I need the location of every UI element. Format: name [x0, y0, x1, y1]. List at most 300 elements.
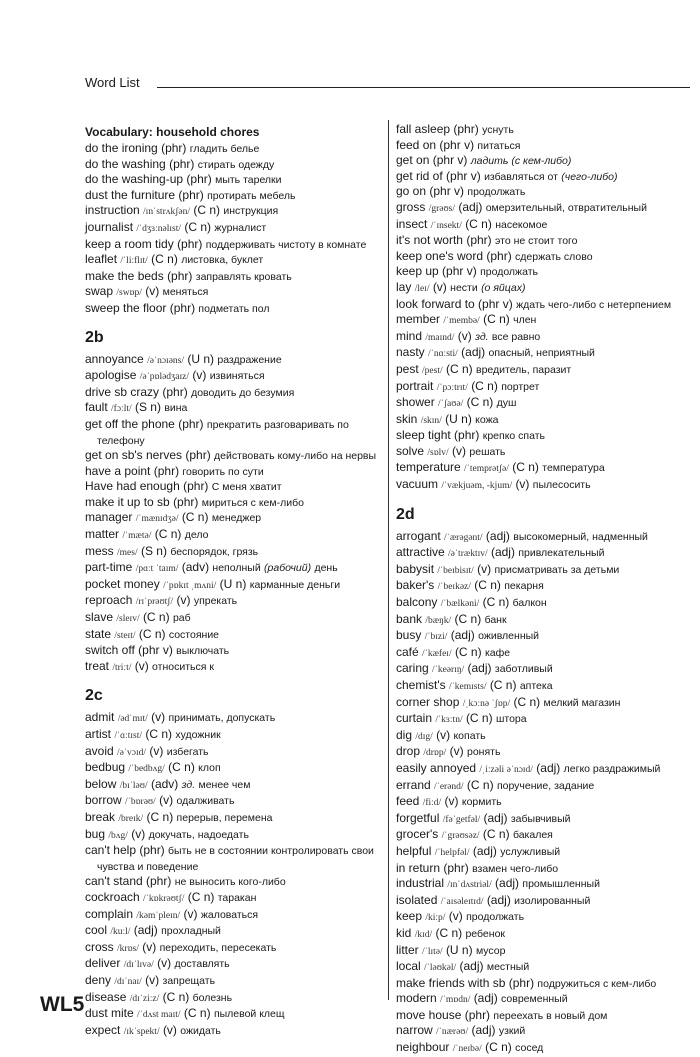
translation: кафе: [484, 646, 511, 659]
headword: dust the furniture: [85, 187, 176, 202]
transcription: /ˈmɒdn/: [440, 995, 471, 1006]
transcription: /ˈbælkəni/: [440, 599, 480, 610]
word-entry: [85, 973, 385, 990]
translation: менее чем: [198, 778, 251, 791]
word-entry: [85, 400, 385, 417]
word-entry: [85, 220, 385, 237]
word-entry: [85, 141, 385, 157]
word-entry: [85, 907, 385, 924]
part-of-speech: (phr): [508, 975, 535, 990]
transcription: /ˈpɒkɪt ˌmʌni/: [163, 580, 217, 591]
headword: slave: [85, 610, 114, 625]
word-entry: [85, 577, 385, 594]
translation: действовать кому-либо на нервы: [214, 450, 377, 463]
left-column: [85, 124, 385, 1039]
word-entry: [85, 990, 385, 1007]
transcription: /ˈləʊkəl/: [424, 963, 457, 974]
headword: state: [85, 626, 112, 641]
headword: pocket money: [85, 576, 160, 591]
transcription: /dɪg/: [415, 731, 433, 742]
translation: бакалея: [512, 829, 553, 842]
headword: artist: [85, 727, 112, 741]
part-of-speech: (adj): [458, 199, 483, 214]
translation: протирать мебель: [207, 189, 296, 202]
translation: вина: [164, 402, 188, 415]
word-entry: [85, 237, 385, 253]
word-entry: [396, 395, 691, 412]
transcription: /triːt/: [112, 662, 132, 673]
transcription: /ˈkæfeɪ/: [422, 648, 452, 659]
headword: local: [396, 959, 421, 974]
part-of-speech: (C n): [466, 777, 494, 792]
transcription: /ˈliːflɪt/: [120, 256, 148, 267]
word-entry: [396, 529, 691, 546]
headword: switch off: [85, 643, 135, 658]
part-of-speech: (C n): [465, 216, 492, 231]
part-of-speech: (v): [436, 727, 451, 742]
part-of-speech: (phr): [167, 268, 193, 283]
translation: таракан: [217, 891, 257, 904]
part-of-speech: (C n): [181, 510, 209, 525]
headword: curtain: [396, 711, 433, 726]
part-of-speech: (phr): [183, 479, 209, 494]
translation: говорить по сути: [182, 465, 264, 478]
translation: клоп: [198, 762, 221, 775]
translation: взамен чего-либо: [472, 862, 559, 875]
translation: ребенок: [465, 927, 505, 940]
translation: состояние: [168, 628, 220, 641]
headword: helpful: [396, 843, 432, 858]
word-entry: [85, 1023, 385, 1040]
translation: копать: [453, 729, 486, 742]
word-entry: [396, 545, 691, 562]
headword: keep up: [396, 264, 439, 279]
part-of-speech: (C n): [454, 611, 482, 626]
usage-label: зд.: [475, 330, 489, 343]
transcription: /ˈdʌst maɪt/: [137, 1010, 181, 1021]
transcription: /fiːd/: [422, 798, 442, 809]
transcription: /ɪkˈspekt/: [123, 1026, 160, 1037]
headword: get off the phone: [85, 416, 175, 431]
part-of-speech: (C n): [183, 1006, 211, 1021]
word-entry: [396, 200, 691, 217]
headword: litter: [396, 942, 419, 957]
headword: cool: [85, 923, 108, 938]
part-of-speech: (adv): [150, 776, 179, 791]
part-of-speech: (C n): [512, 460, 539, 475]
headword: make the beds: [85, 268, 164, 283]
headword: have a point: [85, 463, 151, 478]
word-entry: [396, 976, 691, 992]
transcription: /əˈvɔɪd/: [117, 747, 147, 758]
word-entry: [85, 157, 385, 173]
transcription: /steɪt/: [114, 630, 136, 641]
transcription: /ˈaɪsəleɪtɪd/: [440, 896, 484, 907]
part-of-speech: (phr v): [442, 264, 477, 279]
headword: solve: [396, 443, 425, 458]
transcription: /ˈnærəʊ/: [436, 1027, 469, 1038]
translation-note: ладить (с кем-либо): [470, 155, 572, 168]
headword: sweep the floor: [85, 300, 167, 315]
word-entry: [85, 777, 385, 794]
transcription: /maɪnd/: [425, 332, 455, 343]
part-of-speech: (phr): [486, 248, 512, 263]
headword: narrow: [396, 1023, 433, 1038]
part-of-speech: (U n): [187, 351, 215, 366]
translation: продолжать: [480, 266, 538, 279]
transcription: /dɪˈziːz/: [129, 993, 160, 1004]
part-of-speech: (adj): [450, 628, 475, 643]
headword: avoid: [85, 743, 114, 758]
translation: решать: [469, 445, 506, 458]
header-rule: [157, 87, 690, 88]
translation: перерыв, перемена: [176, 811, 273, 824]
headword: dig: [396, 727, 413, 742]
part-of-speech: (adj): [473, 991, 498, 1006]
part-of-speech: (v): [477, 561, 492, 576]
section-title: Vocabulary: household chores: [85, 125, 260, 139]
translation: беспорядок, грязь: [170, 545, 259, 558]
transcription: /ˈvækjuəm, -kjum/: [441, 481, 513, 492]
part-of-speech: (S n): [140, 543, 167, 558]
word-entry: [396, 138, 691, 154]
headword: insect: [396, 216, 428, 231]
part-of-speech: (C n): [142, 610, 170, 625]
headword: do the washing: [85, 156, 166, 171]
word-entry: [85, 527, 385, 544]
translation: уснуть: [482, 124, 514, 136]
translation: одалживать: [176, 795, 235, 808]
translation: ожидать: [180, 1024, 221, 1037]
part-of-speech: (phr): [153, 463, 180, 478]
transcription: /pest/: [422, 365, 443, 376]
transcription: /leɪ/: [414, 283, 430, 294]
translation: узкий: [498, 1025, 526, 1038]
word-entry: [85, 940, 385, 957]
word-entry: [85, 448, 385, 464]
headword: feed: [396, 794, 420, 809]
part-of-speech: (C n): [482, 827, 510, 842]
part-of-speech: (C n): [151, 252, 178, 267]
part-of-speech: (v): [134, 658, 149, 673]
headword: move house: [396, 1007, 462, 1022]
transcription: /ˈkɒkrəʊtʃ/: [143, 893, 185, 904]
translation: штора: [495, 713, 527, 726]
headword: skin: [396, 411, 418, 426]
part-of-speech: (phr v): [439, 137, 475, 152]
part-of-speech: (v): [457, 328, 472, 343]
part-of-speech: (adj): [467, 661, 492, 676]
transcription: /pɑːt ˈtaɪm/: [135, 564, 179, 575]
part-of-speech: (v): [176, 593, 191, 608]
transcription: /ˈpɔːtrɪt/: [436, 382, 468, 393]
word-entry: [396, 297, 691, 313]
headword: keep a room tidy: [85, 236, 174, 251]
translation: вредитель, паразит: [475, 363, 572, 376]
translation: легко раздражимый: [563, 762, 661, 775]
headword: chemist's: [396, 678, 446, 692]
translation: выключать: [176, 645, 230, 658]
translation: подружиться с кем-либо: [537, 977, 657, 990]
translation: запрещать: [162, 974, 216, 987]
transcription: /ˈʃaʊə/: [438, 399, 464, 410]
transcription: /ˈɪnsekt/: [430, 220, 462, 231]
part-of-speech: (C n): [146, 809, 174, 824]
transcription: /ˈɑːtɪst/: [114, 731, 143, 741]
translation-note: (о яйцах): [481, 281, 526, 294]
word-entry: [396, 827, 691, 844]
headword: journalist: [85, 219, 134, 234]
word-entry: [396, 329, 691, 346]
section-heading: 2c: [85, 687, 103, 705]
headword: bug: [85, 826, 106, 841]
part-of-speech: (C n): [138, 626, 166, 641]
word-entry: [396, 1008, 691, 1024]
word-entry: [85, 710, 385, 727]
headword: vacuum: [396, 477, 439, 492]
translation: пылевой клещ: [213, 1008, 285, 1021]
part-of-speech: (phr): [464, 1007, 491, 1022]
part-of-speech: (phr): [177, 236, 203, 251]
headword: temperature: [396, 460, 461, 475]
word-entry: [85, 269, 385, 285]
transcription: /ˈtemprətʃə/: [464, 464, 509, 475]
translation: кормить: [461, 796, 502, 809]
headword: manager: [85, 510, 133, 525]
word-entry: [85, 495, 385, 511]
word-entry: [396, 876, 691, 893]
translation: извиняться: [209, 370, 265, 383]
transcription: /dɪˈlɪvə/: [123, 960, 154, 971]
translation: сдержать слово: [515, 250, 593, 263]
word-entry: [85, 890, 385, 907]
headword: go on: [396, 184, 427, 199]
translation: высокомерный, надменный: [513, 530, 648, 543]
translation: привлекательный: [518, 547, 605, 560]
part-of-speech: (C n): [483, 312, 510, 327]
word-entry: [396, 562, 691, 579]
transcription: /əˈpɒlədʒaɪz/: [139, 372, 189, 383]
part-of-speech: (phr v): [429, 184, 465, 199]
part-of-speech: (phr v): [478, 296, 513, 311]
part-of-speech: (phr): [161, 141, 187, 155]
headword: reproach: [85, 593, 133, 608]
word-entry: [396, 909, 691, 926]
part-of-speech: (phr): [169, 300, 196, 315]
word-entry: [85, 827, 385, 844]
translation: питаться: [477, 139, 521, 152]
headword: arrogant: [396, 528, 441, 543]
word-entry: [85, 188, 385, 204]
word-entry: [85, 479, 385, 495]
translation: крепко спать: [482, 430, 545, 443]
transcription: /ˈerənd/: [434, 781, 464, 792]
translation: раб: [172, 612, 191, 625]
headword: feed on: [396, 137, 437, 152]
translation: карманные деньги: [249, 578, 341, 591]
headword: member: [396, 312, 441, 327]
part-of-speech: (v): [449, 744, 464, 759]
part-of-speech: (U n): [219, 576, 247, 591]
part-of-speech: (C n): [435, 925, 463, 940]
word-entry: [396, 477, 691, 494]
transcription: /sleɪv/: [116, 614, 140, 625]
part-of-speech: (phr): [453, 122, 479, 136]
headword: make friends with sb: [396, 975, 506, 990]
transcription: /kiːp/: [425, 913, 446, 924]
word-entry: [396, 460, 691, 477]
part-of-speech: (C n): [482, 595, 510, 610]
transcription: /kəmˈpleɪn/: [136, 910, 181, 921]
transcription: /ˈdʒɜːnəlɪst/: [136, 223, 181, 234]
transcription: /ɪnˈdʌstriəl/: [447, 880, 492, 891]
word-entry: [85, 956, 385, 973]
translation: жаловаться: [200, 908, 259, 921]
translation: мириться с кем-либо: [201, 496, 304, 509]
translation: это не стоит того: [495, 235, 578, 248]
part-of-speech: (v): [145, 284, 160, 299]
part-of-speech: (phr): [173, 494, 199, 509]
translation: изолированный: [514, 894, 591, 907]
part-of-speech: (phr v): [446, 168, 481, 183]
part-of-speech: (v): [444, 794, 459, 809]
part-of-speech: (v): [183, 906, 198, 921]
part-of-speech: (C n): [445, 361, 473, 376]
part-of-speech: (v): [162, 1022, 177, 1037]
headword: fault: [85, 400, 108, 415]
word-entry: [85, 417, 385, 448]
translation: услужливый: [500, 845, 561, 858]
translation: присматривать за детьми: [494, 563, 620, 576]
headword: pest: [396, 361, 419, 376]
part-of-speech: (v): [142, 939, 157, 954]
headword: mind: [396, 328, 423, 343]
headword: can't stand: [85, 874, 143, 889]
word-entry: [85, 744, 385, 761]
part-of-speech: (phr): [162, 384, 188, 399]
word-entry: [396, 595, 691, 612]
word-entry: [85, 203, 385, 220]
headword: get on: [396, 153, 430, 168]
word-entry: [396, 991, 691, 1008]
headword: deliver: [85, 956, 121, 971]
part-of-speech: (S n): [134, 400, 161, 415]
transcription: /ˈbeɪbisɪt/: [437, 565, 474, 576]
translation: местный: [486, 961, 530, 974]
headword: complain: [85, 906, 134, 921]
part-of-speech: (C n): [466, 395, 494, 410]
word-entry: [396, 893, 691, 910]
transcription: /skɪn/: [420, 415, 442, 426]
part-of-speech: (v): [157, 956, 172, 971]
headword: treat: [85, 658, 110, 673]
translation: принимать, допускать: [168, 712, 276, 725]
headword: matter: [85, 527, 120, 542]
part-of-speech: (v): [432, 279, 447, 294]
part-of-speech: (adj): [461, 345, 486, 360]
headword: attractive: [396, 545, 445, 560]
headword: drop: [396, 744, 421, 759]
headword: borrow: [85, 793, 122, 808]
translation: кожа: [475, 413, 499, 426]
word-entry: [396, 312, 691, 329]
headword: Have had enough: [85, 479, 180, 494]
usage-label: зд.: [181, 778, 196, 791]
translation: член: [513, 314, 537, 327]
translation: пекарня: [504, 580, 544, 593]
right-column: [396, 122, 691, 1057]
transcription: /əˈtræktɪv/: [448, 549, 488, 560]
translation: прохладный: [161, 925, 221, 938]
word-entry: [396, 844, 691, 861]
word-entry: [85, 627, 385, 644]
transcription: /bɪˈləʊ/: [119, 780, 148, 791]
part-of-speech: (adj): [483, 810, 508, 825]
headword: bank: [396, 611, 423, 626]
part-of-speech: (v): [149, 743, 164, 758]
transcription: /drɒp/: [423, 748, 447, 759]
transcription: /ˌiːzəli əˈnɔɪd/: [479, 764, 533, 775]
word-entry: [396, 362, 691, 379]
headword: baker's: [396, 578, 435, 593]
word-entry: [85, 843, 385, 874]
translation: опасный, неприятный: [488, 347, 595, 360]
transcription: /krɒs/: [117, 943, 139, 954]
word-entry: [85, 727, 385, 744]
word-entry: [85, 874, 385, 890]
translation: избавляться от: [484, 170, 558, 183]
headword: expect: [85, 1022, 121, 1037]
translation: относиться к: [152, 660, 214, 673]
part-of-speech: (adj): [486, 892, 511, 907]
column-divider: [388, 120, 389, 1000]
headword: break: [85, 809, 116, 824]
transcription: /ˈærəgənt/: [444, 532, 483, 543]
headword: annoyance: [85, 351, 144, 366]
part-of-speech: (C n): [471, 378, 498, 393]
part-of-speech: (phr): [454, 428, 480, 443]
transcription: /ˈgrəʊsəz/: [441, 831, 480, 842]
page-label: WL5: [40, 993, 85, 1016]
transcription: /ədˈmɪt/: [117, 714, 148, 725]
word-entry: [396, 778, 691, 795]
word-entry: [85, 544, 385, 561]
headword: dust mite: [85, 1006, 134, 1021]
transcription: /ˈhelpfəl/: [434, 847, 470, 858]
headword: mess: [85, 543, 114, 558]
part-of-speech: (v): [145, 972, 160, 987]
word-entry: [85, 659, 385, 676]
translation: не выносить кого-либо: [174, 876, 286, 889]
translation: температура: [542, 462, 605, 475]
headword: below: [85, 776, 117, 791]
word-entry: [85, 793, 385, 810]
part-of-speech: (adj): [459, 959, 484, 974]
word-entry: [396, 169, 691, 185]
word-entry: [396, 428, 691, 444]
transcription: /fɔːlt/: [111, 404, 132, 415]
word-entry: [396, 233, 691, 249]
translation: листовка, буклет: [181, 254, 264, 267]
transcription: /grəʊs/: [428, 203, 456, 214]
word-entry: [85, 464, 385, 480]
transcription: /ˈbedbʌg/: [128, 764, 165, 775]
transcription: /bʌg/: [108, 830, 128, 841]
translation: современный: [501, 993, 568, 1006]
part-of-speech: (phr): [178, 416, 204, 431]
part-of-speech: (v): [192, 368, 207, 383]
word-entry: [396, 122, 691, 138]
